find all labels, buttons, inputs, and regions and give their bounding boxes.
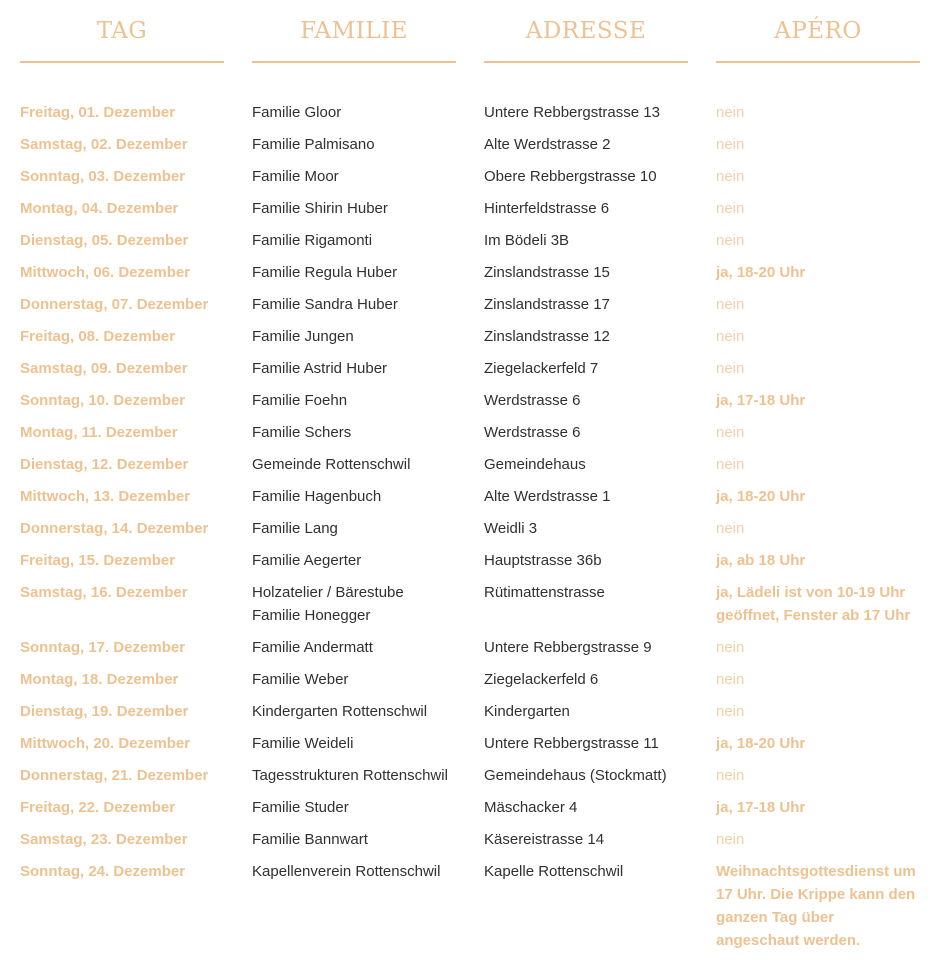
familie-line: Familie Foehn	[252, 392, 348, 409]
familie-line: Familie Astrid Huber	[252, 360, 388, 377]
row-apero: ja, 17-18 Uhr	[716, 392, 806, 409]
row-day: Donnerstag, 14. Dezember	[20, 520, 209, 537]
row-adresse: Rütimattenstrasse	[484, 584, 605, 601]
row-apero: nein	[716, 639, 745, 656]
row-adresse: Gemeindehaus (Stockmatt)	[484, 767, 667, 784]
row-day: Montag, 11. Dezember	[20, 424, 178, 441]
row-adresse: Kindergarten	[484, 703, 570, 720]
row-apero: nein	[716, 831, 745, 848]
familie-line: Gemeinde Rottenschwil	[252, 456, 411, 473]
row-day: Dienstag, 05. Dezember	[20, 232, 189, 249]
header-adresse: ADRESSE	[484, 0, 688, 63]
familie-line: Familie Schers	[252, 424, 352, 441]
row-adresse: Werdstrasse 6	[484, 392, 581, 409]
row-day: Sonntag, 03. Dezember	[20, 168, 186, 185]
row-familie	[252, 257, 456, 289]
familie-line: Familie Andermatt	[252, 639, 373, 656]
row-day: Montag, 04. Dezember	[20, 200, 179, 217]
row-familie	[252, 792, 456, 824]
row-familie	[252, 417, 456, 449]
row-familie	[252, 129, 456, 161]
row-adresse: Alte Werdstrasse 2	[484, 136, 611, 153]
row-apero: nein	[716, 232, 745, 249]
row-apero: ja, Lädeli ist von 10-19 Uhr geöffnet, Fenster ab 17 Uhr	[716, 584, 911, 624]
familie-line: Familie Regula Huber	[252, 264, 398, 281]
row-adresse: Untere Rebbergstrasse 9	[484, 639, 652, 656]
row-adresse: Untere Rebbergstrasse 13	[484, 104, 660, 121]
familie-line: Familie Lang	[252, 520, 338, 537]
row-day: Freitag, 01. Dezember	[20, 104, 176, 121]
row-adresse: Hauptstrasse 36b	[484, 552, 602, 569]
row-familie	[252, 385, 456, 417]
familie-line: Familie Honegger	[252, 607, 371, 624]
row-adresse: Ziegelackerfeld 7	[484, 360, 599, 377]
row-apero: nein	[716, 360, 745, 377]
familie-line: Familie Hagenbuch	[252, 488, 382, 505]
row-familie	[252, 353, 456, 385]
row-familie	[252, 481, 456, 513]
familie-line: Familie Shirin Huber	[252, 200, 388, 217]
familie-line: Familie Palmisano	[252, 136, 375, 153]
row-day: Samstag, 02. Dezember	[20, 136, 188, 153]
familie-line: Familie Sandra Huber	[252, 296, 398, 313]
row-familie	[252, 193, 456, 225]
row-apero: nein	[716, 424, 745, 441]
row-adresse: Im Bödeli 3B	[484, 232, 570, 249]
familie-line: Familie Jungen	[252, 328, 354, 345]
row-adresse: Käsereistrasse 14	[484, 831, 605, 848]
familie-line: Familie Studer	[252, 799, 349, 816]
row-apero: nein	[716, 136, 745, 153]
row-familie	[252, 577, 456, 632]
row-day: Sonntag, 17. Dezember	[20, 639, 186, 656]
row-day: Montag, 18. Dezember	[20, 671, 179, 688]
row-familie	[252, 696, 456, 728]
row-familie	[252, 321, 456, 353]
row-familie	[252, 760, 456, 792]
row-adresse: Werdstrasse 6	[484, 424, 581, 441]
familie-line: Kindergarten Rottenschwil	[252, 703, 428, 720]
row-apero: ja, 17-18 Uhr	[716, 799, 806, 816]
row-apero: nein	[716, 767, 745, 784]
row-adresse: Alte Werdstrasse 1	[484, 488, 611, 505]
row-adresse: Zinslandstrasse 15	[484, 264, 610, 281]
row-adresse: Mäschacker 4	[484, 799, 578, 816]
row-familie	[252, 161, 456, 193]
row-familie	[252, 513, 456, 545]
familie-line: Familie Weideli	[252, 735, 354, 752]
row-apero: ja, 18-20 Uhr	[716, 264, 806, 281]
row-adresse: Zinslandstrasse 12	[484, 328, 610, 345]
row-familie	[252, 632, 456, 664]
row-adresse: Kapelle Rottenschwil	[484, 863, 624, 880]
familie-line: Tagesstrukturen Rottenschwil	[252, 767, 448, 784]
row-familie	[252, 97, 456, 129]
row-familie	[252, 824, 456, 856]
header-familie: FAMILIE	[252, 0, 456, 63]
row-day: Freitag, 22. Dezember	[20, 799, 176, 816]
familie-line: Familie Moor	[252, 168, 339, 185]
row-apero: nein	[716, 456, 745, 473]
familie-line: Holzatelier / Bärestube	[252, 584, 404, 601]
familie-line: Familie Bannwart	[252, 831, 368, 848]
row-apero: ja, 18-20 Uhr	[716, 488, 806, 505]
schedule-table	[20, 0, 920, 957]
row-day: Dienstag, 12. Dezember	[20, 456, 189, 473]
row-familie	[252, 289, 456, 321]
row-day: Mittwoch, 20. Dezember	[20, 735, 191, 752]
row-adresse: Ziegelackerfeld 6	[484, 671, 599, 688]
row-apero: nein	[716, 328, 745, 345]
row-apero: nein	[716, 168, 745, 185]
row-day: Freitag, 15. Dezember	[20, 552, 176, 569]
row-adresse: Hinterfeldstrasse 6	[484, 200, 610, 217]
row-adresse: Obere Rebbergstrasse 10	[484, 168, 657, 185]
row-familie	[252, 856, 456, 957]
row-apero: nein	[716, 296, 745, 313]
row-day: Donnerstag, 07. Dezember	[20, 296, 209, 313]
familie-line: Familie Rigamonti	[252, 232, 373, 249]
row-day: Samstag, 16. Dezember	[20, 584, 188, 601]
row-apero: ja, 18-20 Uhr	[716, 735, 806, 752]
familie-line: Kapellenverein Rottenschwil	[252, 863, 441, 880]
row-apero: nein	[716, 703, 745, 720]
row-familie	[252, 545, 456, 577]
header-tag: TAG	[20, 0, 224, 63]
row-day: Mittwoch, 06. Dezember	[20, 264, 191, 281]
row-adresse: Weidli 3	[484, 520, 538, 537]
row-adresse: Zinslandstrasse 17	[484, 296, 610, 313]
row-adresse: Untere Rebbergstrasse 11	[484, 735, 659, 752]
row-apero: nein	[716, 520, 745, 537]
row-day: Mittwoch, 13. Dezember	[20, 488, 191, 505]
row-apero: nein	[716, 200, 745, 217]
row-day: Freitag, 08. Dezember	[20, 328, 176, 345]
row-apero: Weihnachtsgottesdienst um 17 Uhr. Die Krippe kann den ganzen Tag über angeschaut werden.	[716, 863, 916, 949]
row-familie	[252, 664, 456, 696]
row-apero: nein	[716, 104, 745, 121]
row-day: Dienstag, 19. Dezember	[20, 703, 189, 720]
familie-line: Familie Aegerter	[252, 552, 362, 569]
row-apero: nein	[716, 671, 745, 688]
row-familie	[252, 728, 456, 760]
row-familie	[252, 449, 456, 481]
row-apero: ja, ab 18 Uhr	[716, 552, 806, 569]
row-day: Samstag, 23. Dezember	[20, 831, 188, 848]
row-day: Sonntag, 10. Dezember	[20, 392, 186, 409]
row-day: Samstag, 09. Dezember	[20, 360, 188, 377]
row-adresse: Gemeindehaus	[484, 456, 586, 473]
row-day: Sonntag, 24. Dezember	[20, 863, 186, 880]
row-day: Donnerstag, 21. Dezember	[20, 767, 209, 784]
familie-line: Familie Weber	[252, 671, 349, 688]
familie-line: Familie Gloor	[252, 104, 342, 121]
header-apero: APÉRO	[716, 0, 920, 63]
header-spacer	[20, 63, 920, 97]
row-familie	[252, 225, 456, 257]
